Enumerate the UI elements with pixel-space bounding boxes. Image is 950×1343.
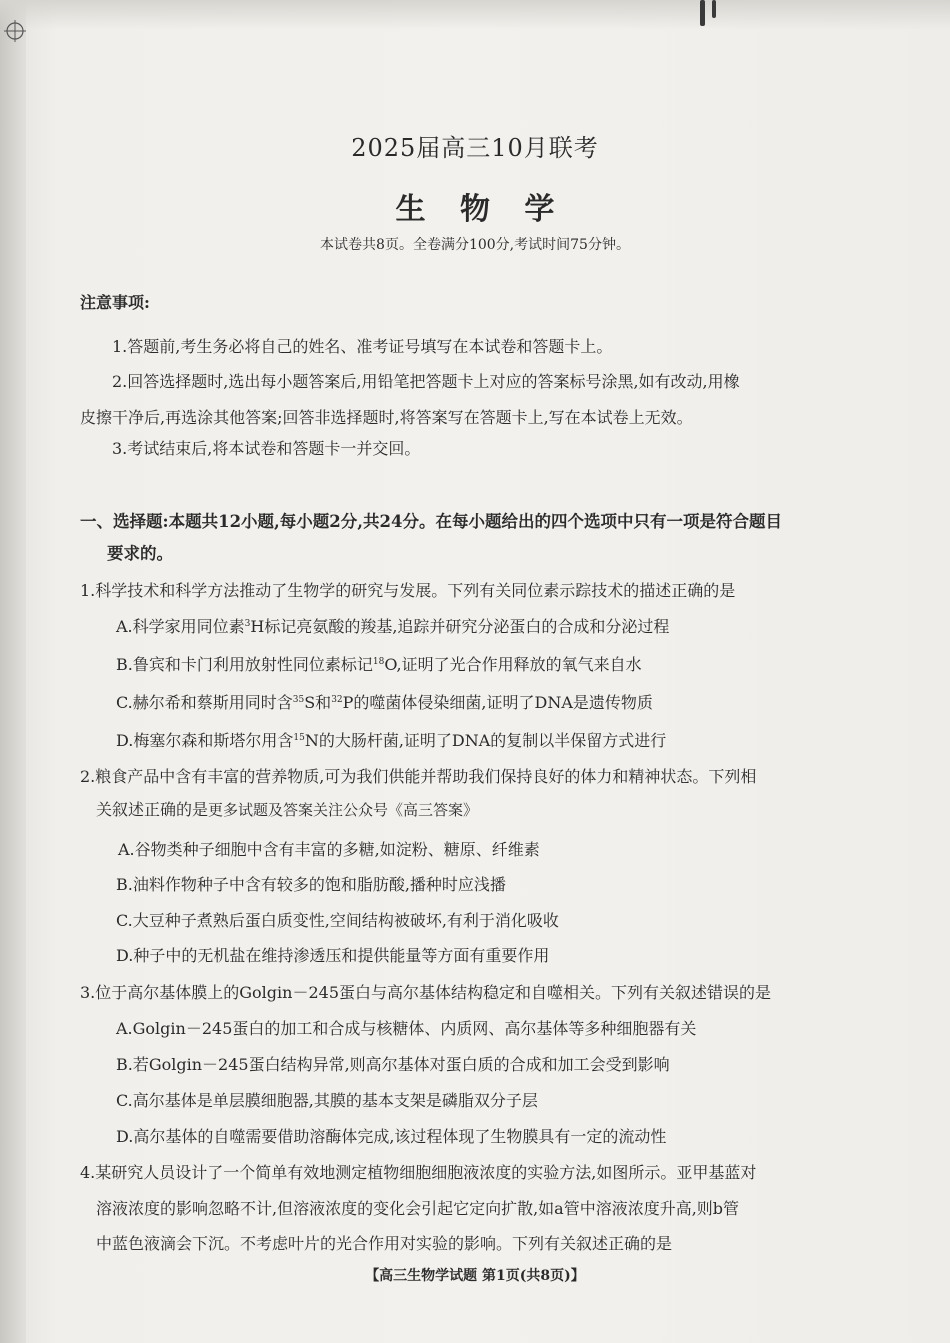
question-1-stem: 1.科学技术和科学方法推动了生物学的研究与发展。下列有关同位素示踪技术的描述正确的是 xyxy=(80,581,736,600)
section-1-heading-line-1: 一、选择题:本题共12小题,每小题2分,共24分。在每小题给出的四个选项中只有一项是符合题目 xyxy=(80,512,782,531)
pen-stroke-decoration xyxy=(700,0,705,26)
notice-item-2-line-2: 皮擦干净后,再选涂其他答案;回答非选择题时,将答案写在答题卡上,写在本试卷上无效。 xyxy=(80,408,693,427)
question-2-option-b: B.油料作物种子中含有较多的饱和脂肪酸,播种时应浅播 xyxy=(116,875,506,894)
exam-info: 本试卷共8页。全卷满分100分,考试时间75分钟。 xyxy=(320,237,630,253)
notice-heading: 注意事项: xyxy=(80,293,150,312)
notice-item-1: 1.答题前,考生务必将自己的姓名、准考证号填写在本试卷和答题卡上。 xyxy=(112,337,613,356)
question-1-option-c: C.赫尔希和蔡斯用同时含$^{35}$S和$^{32}$P的噬菌体侵染细菌,证明了DNA是遗传物质 xyxy=(116,693,653,712)
question-2-stem-line-2: 关叙述正确的是更多试题及答案关注公众号《高三答案》 xyxy=(96,800,479,819)
question-4-stem-line-2: 溶液浓度的影响忽略不计,但溶液浓度的变化会引起它定向扩散,如a管中溶液浓度升高,则b管 xyxy=(96,1199,740,1218)
promo-note: 更多试题及答案关注公众号《高三答案》 xyxy=(208,801,479,819)
question-4-stem-line-1: 4.某研究人员设计了一个简单有效地测定植物细胞细胞液浓度的实验方法,如图所示。亚甲基蓝对 xyxy=(80,1163,757,1182)
question-3-option-b: B.若Golgin－245蛋白结构异常,则高尔基体对蛋白质的合成和加工会受到影响 xyxy=(116,1055,670,1074)
subject-title: 生 物 学 xyxy=(395,192,567,227)
page-footer: 【高三生物学试题 第1页(共8页)】 xyxy=(365,1268,585,1284)
question-3-option-a: A.Golgin－245蛋白的加工和合成与核糖体、内质网、高尔基体等多种细胞器有关 xyxy=(116,1019,697,1038)
question-2-stem-line-1: 2.粮食产品中含有丰富的营养物质,可为我们供能并帮助我们保持良好的体力和精神状态。下列相 xyxy=(80,767,757,786)
question-3-option-d: D.高尔基体的自噬需要借助溶酶体完成,该过程体现了生物膜具有一定的流动性 xyxy=(116,1127,667,1146)
section-1-heading-line-2: 要求的。 xyxy=(107,544,173,563)
question-2-option-d: D.种子中的无机盐在维持渗透压和提供能量等方面有重要作用 xyxy=(116,946,550,965)
question-2-option-c: C.大豆种子煮熟后蛋白质变性,空间结构被破坏,有利于消化吸收 xyxy=(116,911,559,930)
question-2-option-a: A.谷物类种子细胞中含有丰富的多糖,如淀粉、糖原、纤维素 xyxy=(118,840,540,859)
page-top-shadow xyxy=(0,0,950,30)
question-3-option-c: C.高尔基体是单层膜细胞器,其膜的基本支架是磷脂双分子层 xyxy=(116,1091,538,1110)
pen-stroke-decoration xyxy=(712,0,716,18)
question-1-option-d: D.梅塞尔森和斯塔尔用含$^{15}$N的大肠杆菌,证明了DNA的复制以半保留方式进行 xyxy=(116,731,667,750)
question-1-option-a: A.科学家用同位素$^3$H标记亮氨酸的羧基,追踪并研究分泌蛋白的合成和分泌过程 xyxy=(116,617,670,636)
notice-item-2-line-1: 2.回答选择题时,选出每小题答案后,用铅笔把答题卡上对应的答案标号涂黑,如有改动,用橡 xyxy=(112,372,740,391)
binding-hole-icon xyxy=(4,20,26,42)
notice-item-3: 3.考试结束后,将本试卷和答题卡一并交回。 xyxy=(112,439,421,458)
question-4-stem-line-3: 中蓝色液滴会下沉。不考虑叶片的光合作用对实验的影响。下列有关叙述正确的是 xyxy=(96,1234,673,1253)
exam-title: 2025届高三10月联考 xyxy=(351,134,599,162)
question-3-stem: 3.位于高尔基体膜上的Golgin－245蛋白与高尔基体结构稳定和自噬相关。下列有关叙述错误的是 xyxy=(80,983,772,1002)
question-1-option-b: B.鲁宾和卡门利用放射性同位素标记$^{18}$O,证明了光合作用释放的氧气来自水 xyxy=(116,655,642,674)
